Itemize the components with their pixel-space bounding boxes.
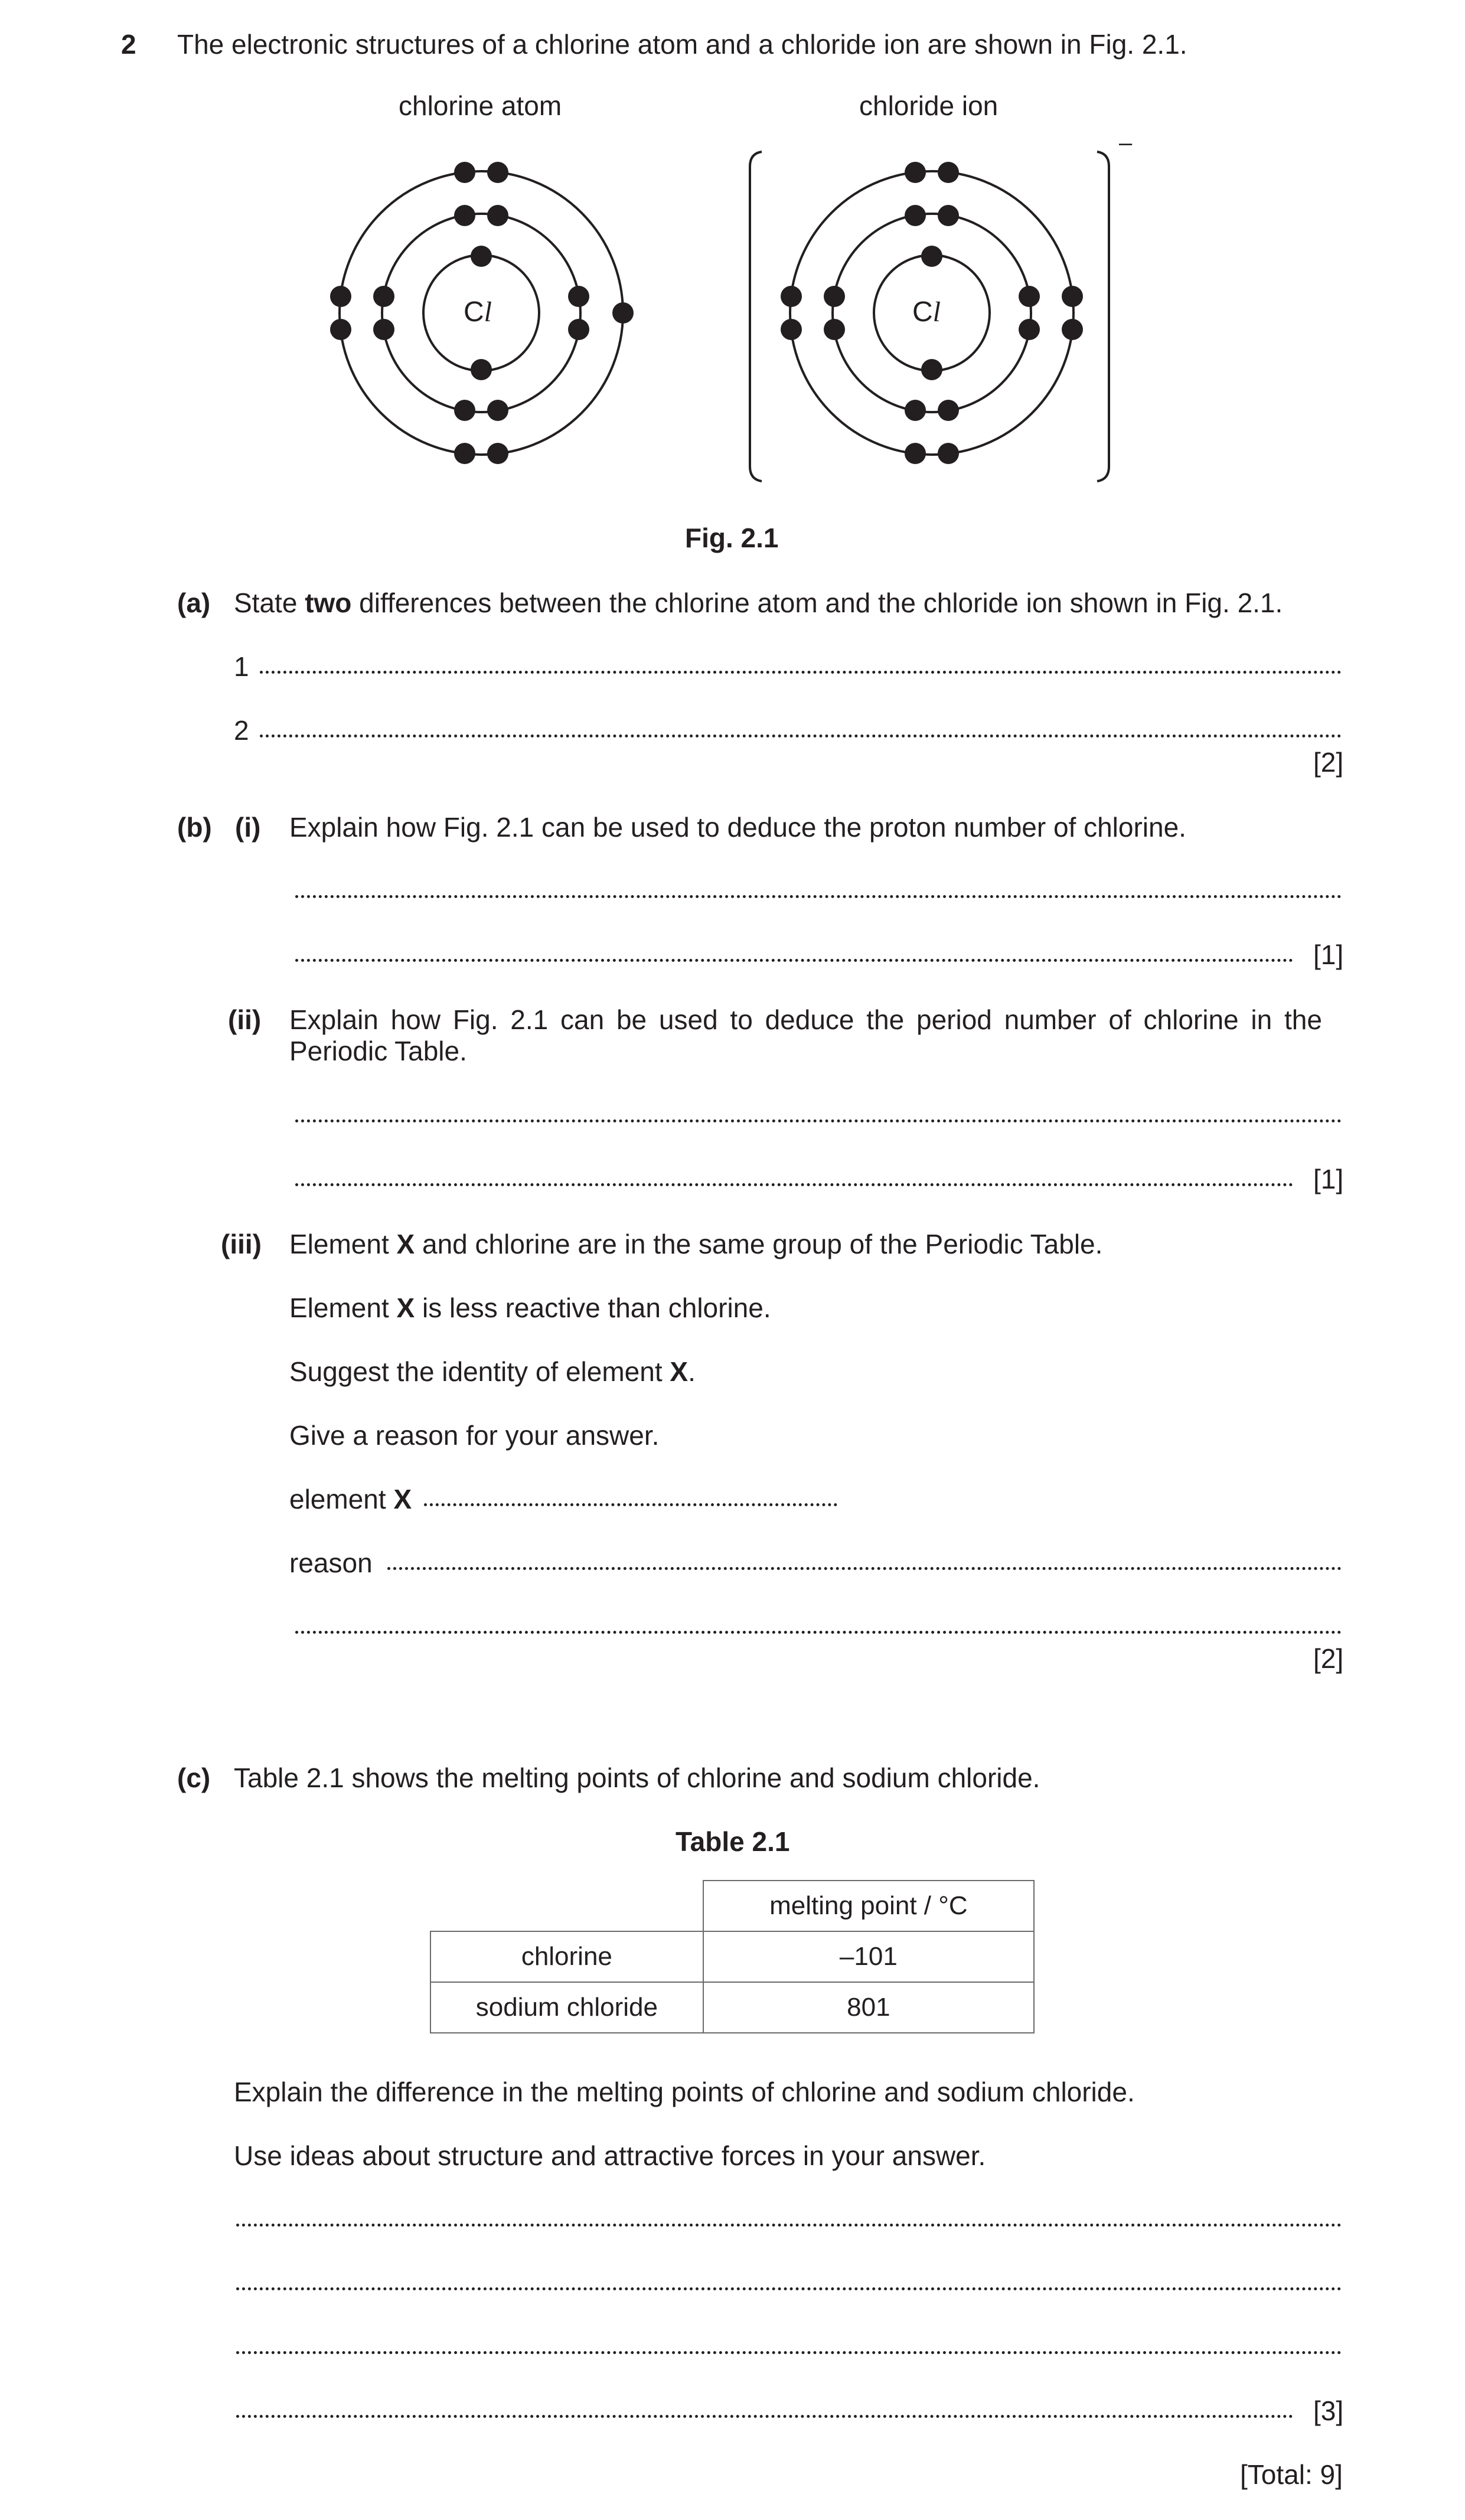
electron-dot [781,286,802,307]
marks-b-iii: [2] [1313,1643,1344,1674]
electron-dot [373,319,394,340]
emphasis: two [305,587,352,618]
electron-dot [905,400,926,421]
answer-line-c-1[interactable] [236,2224,1342,2227]
part-a-question [234,589,1283,616]
part-b-iii-line2 [289,1294,771,1321]
electron-dot [1062,286,1083,307]
electron-dot [1019,319,1040,340]
part-b-ii-question-line2: Periodic Table. [289,1036,467,1066]
symbol-italic: l [932,296,941,328]
part-c-intro: Table 2.1 shows the melting points of chlorine and sodium chloride. [234,1762,1040,1793]
electron-dot [471,246,492,267]
answer-line-reason-1[interactable] [387,1567,1342,1570]
figure-caption: Fig. 2.1 [685,523,779,553]
part-b-iii-line3 [289,1358,696,1385]
text: element [289,1484,394,1514]
question-number: 2 [121,29,136,60]
electron-dot [824,319,845,340]
left-square-bracket [750,152,762,481]
answer-line-c-3[interactable] [236,2351,1342,2354]
electron-dot [471,359,492,380]
part-c-label: (c) [177,1762,211,1793]
substance-cell: chlorine [430,1931,703,1982]
electron-dot [905,443,926,464]
text: differences between the chlorine atom and the chloride ion shown in Fig. 2.1. [351,587,1283,618]
ion-symbol [912,298,941,327]
text: Element [289,1292,397,1323]
electron-dot [938,205,959,226]
marks-c: [3] [1313,2395,1344,2426]
electron-dot [824,286,845,307]
text: State [234,587,305,618]
electron-dot [921,246,942,267]
symbol-italic: l [484,296,492,328]
part-b-ii-label: (ii) [228,1004,262,1035]
substance-cell: sodium chloride [430,1982,703,2033]
part-c-question-2: Use ideas about structure and attractive forces in your answer. [234,2140,986,2171]
text: Suggest the identity of element [289,1356,670,1387]
electron-dot [568,286,589,307]
question-intro: The electronic structures of a chlorine atom and a chloride ion are shown in Fig. 2.1. [177,29,1187,60]
electron-dot [487,162,508,183]
element-x: X [393,1484,412,1514]
ion-label: chloride ion [859,90,999,121]
text: Element [289,1229,397,1259]
electron-dot [921,359,942,380]
melting-point-table [430,1880,1035,2033]
electron-dot [568,319,589,340]
atom-label: chlorine atom [399,90,562,121]
electron-dot [1019,286,1040,307]
element-x: X [396,1229,415,1259]
electron-dot [487,443,508,464]
electron-dot [454,400,475,421]
electron-dot [905,162,926,183]
electron-dot [373,286,394,307]
electron-dot [781,319,802,340]
element-x: X [670,1356,689,1387]
electron-dot [938,443,959,464]
table-row [430,1982,1034,2033]
electron-dot [454,162,475,183]
answer-line-c-4[interactable] [236,2415,1293,2418]
part-b-iii-label: (iii) [221,1229,262,1259]
element-x: X [396,1292,415,1323]
electron-dot [330,286,351,307]
electron-dot [454,443,475,464]
electron-dot [487,400,508,421]
electron-dot [905,205,926,226]
answer-line-reason-2[interactable] [295,1631,1342,1634]
answer-line-a2[interactable] [260,735,1342,737]
electron-dot [938,400,959,421]
answer-line-bi-1[interactable] [295,895,1342,898]
ion-charge: – [1119,130,1133,156]
part-b-iii-line4: Give a reason for your answer. [289,1420,660,1451]
reason-label: reason [289,1548,373,1578]
part-b-iii-line1 [289,1230,1102,1258]
marks-b-i: [1] [1313,939,1344,970]
melting-point-cell: –101 [703,1931,1034,1982]
part-b-i-label: (i) [235,812,261,843]
answer-line-bi-2[interactable] [295,959,1293,962]
answer-line-c-2[interactable] [236,2287,1342,2290]
table-corner-cell [430,1881,703,1931]
right-square-bracket [1097,152,1109,481]
electron-dot [1062,319,1083,340]
answer-line-a1[interactable] [260,671,1342,674]
answer-number-1: 1 [234,651,249,682]
table-row [430,1931,1034,1982]
table-header-row [430,1881,1034,1931]
part-a-label: (a) [177,587,211,618]
part-b-label: (b) [177,812,212,843]
part-b-i-question: Explain how Fig. 2.1 can be used to deduce the proton number of chlorine. [289,812,1186,843]
electron-dot [454,205,475,226]
marks-b-ii: [1] [1313,1164,1344,1194]
answer-line-bii-2[interactable] [295,1183,1293,1186]
melting-point-cell: 801 [703,1982,1034,2033]
answer-number-2: 2 [234,715,249,746]
electron-dot [487,205,508,226]
answer-line-element-x[interactable] [424,1503,837,1506]
part-b-ii-question-line1: Explain how Fig. 2.1 can be used to deduce the period number of chlorine in the [289,1004,1322,1035]
part-c-question-1: Explain the difference in the melting points of chlorine and sodium chloride. [234,2077,1135,2107]
text: . [688,1356,696,1387]
atom-symbol [464,298,492,327]
element-x-label [289,1486,412,1513]
symbol-letter: C [912,296,933,328]
answer-line-bii-1[interactable] [295,1119,1342,1122]
table-title: Table 2.1 [676,1826,790,1857]
text: and chlorine are in the same group of the Periodic Table. [415,1229,1103,1259]
symbol-letter: C [464,296,484,328]
electron-dot [330,319,351,340]
electron-dot [938,162,959,183]
electron-dot [612,302,634,324]
marks-a: [2] [1313,747,1344,778]
text: is less reactive than chlorine. [415,1292,771,1323]
table-header-cell: melting point / °C [703,1881,1034,1931]
total-marks: [Total: 9] [1240,2459,1343,2490]
